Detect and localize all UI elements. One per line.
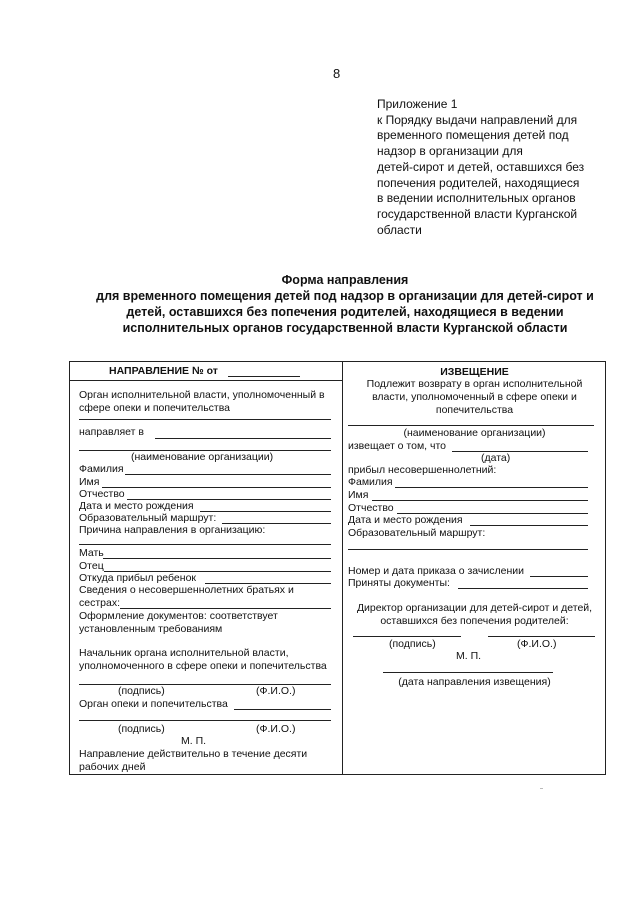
seal-mark: М. П.	[181, 735, 207, 747]
reason-line	[79, 544, 331, 545]
father-label: Отец	[79, 560, 104, 572]
head-label: Начальник органа исполнительной власти,	[79, 647, 289, 659]
birth-label: Дата и место рождения	[79, 500, 194, 512]
notice-date-caption: (дата направления извещения)	[398, 676, 551, 688]
birth-line	[200, 511, 331, 512]
appendix-line: к Порядку выдачи направлений для	[377, 112, 578, 127]
appendix-line: надзор в организации для	[377, 144, 523, 159]
form-title	[60, 272, 630, 336]
sends-to-label: направляет в	[79, 426, 144, 438]
reason-label: Причина направления в организацию:	[79, 524, 266, 536]
fio-caption: (Ф.И.О.)	[256, 685, 296, 697]
notice-date-line	[383, 672, 553, 673]
docs-label: Оформление документов: соответствует	[79, 610, 278, 622]
edu-route-line	[348, 549, 588, 550]
authority-line: сфере опеки и попечительства	[79, 402, 231, 414]
surname-line	[125, 474, 331, 475]
authority-fill-line	[79, 419, 331, 420]
siblings-label: Сведения о несовершеннолетних братьях и	[79, 584, 294, 596]
org-name-caption: (наименование организации)	[131, 451, 274, 463]
name-label: Имя	[79, 476, 100, 488]
appendix-line: государственной власти Курганской	[377, 206, 578, 221]
notifies-label: извещает о том, что	[348, 440, 447, 452]
docs-label: установленным требованиям	[79, 623, 223, 635]
seal-mark: М. П.	[456, 650, 482, 662]
sign-caption: (подпись)	[389, 638, 436, 650]
fio-caption: (Ф.И.О.)	[256, 723, 296, 735]
notice-heading: ИЗВЕЩЕНИЕ	[440, 366, 509, 378]
siblings-line	[120, 608, 331, 609]
title-line: детей, оставшихся без попечения родителей, находящиеся в ведении	[126, 305, 564, 319]
name-label: Имя	[348, 489, 369, 501]
edu-route-label: Образовательный маршрут:	[79, 512, 217, 524]
director-label: Директор организации для детей-сирот и детей,	[356, 602, 593, 614]
title-line: исполнительных органов государственной власти Курганской области	[122, 321, 568, 335]
head-label: уполномоченного в сфере опеки и попечительства	[79, 660, 327, 672]
arrived-from-label: Откуда прибыл ребенок	[79, 572, 196, 584]
date-caption: (дата)	[481, 452, 511, 464]
director-sign-line	[353, 636, 461, 637]
surname-label: Фамилия	[348, 476, 393, 488]
appendix-line: временного помещения детей под	[377, 128, 569, 143]
org-name-caption: (наименование организации)	[403, 427, 546, 439]
sends-to-line	[155, 438, 331, 439]
appendix-line: попечения родителей, находящиеся	[377, 175, 580, 190]
notice-subject: Подлежит возврату в орган исполнительной	[366, 378, 583, 390]
sign-caption: (подпись)	[118, 723, 165, 735]
edu-route-label: Образовательный маршрут:	[348, 527, 486, 539]
org-name-line	[348, 425, 594, 426]
birth-label: Дата и место рождения	[348, 514, 463, 526]
title-line: для временного помещения детей под надзор в организации для детей-сирот и	[96, 289, 594, 303]
name-line	[102, 487, 331, 488]
director-fio-line	[488, 636, 595, 637]
mother-label: Мать	[79, 547, 104, 559]
mother-line	[103, 558, 331, 559]
referral-number-line	[228, 376, 300, 377]
guardianship-label: Орган опеки и попечительства	[79, 698, 228, 710]
appendix-line: детей-сирот и детей, оставшихся без	[377, 159, 585, 174]
validity-note: рабочих дней	[79, 761, 146, 773]
surname-line	[395, 487, 588, 488]
docs-received-label: Приняты документы:	[348, 577, 450, 589]
surname-label: Фамилия	[79, 463, 124, 475]
fio-caption: (Ф.И.О.)	[517, 638, 557, 650]
order-label: Номер и дата приказа о зачислении	[348, 565, 524, 577]
appendix-line: Приложение 1	[377, 97, 458, 111]
sign-caption: (подпись)	[118, 685, 165, 697]
notifies-line	[452, 451, 588, 452]
validity-note: Направление действительно в течение десяти	[79, 748, 308, 760]
page-number: 8	[333, 66, 341, 81]
director-label: оставшихся без попечения родителей:	[380, 615, 569, 627]
column-divider	[342, 361, 343, 775]
birth-line	[470, 525, 588, 526]
appendix-line: в ведении исполнительных органов	[377, 191, 576, 206]
notice-subject: попечительства	[435, 404, 514, 416]
arrived-label: прибыл несовершеннолетний:	[348, 464, 497, 476]
patronymic-label: Отчество	[348, 502, 394, 514]
scan-speck	[540, 788, 543, 789]
referral-heading: НАПРАВЛЕНИЕ № от	[109, 365, 218, 377]
appendix-line: области	[377, 222, 422, 237]
appendix-note	[377, 97, 609, 238]
form-table	[69, 361, 606, 775]
notice-subject: власти, уполномоченный в сфере опеки и	[372, 391, 577, 403]
authority-line: Орган исполнительной власти, уполномоченный в	[79, 389, 325, 401]
name-line	[372, 500, 588, 501]
siblings-label: сестрах:	[79, 597, 120, 609]
guardianship-line	[234, 709, 331, 710]
heading-separator	[69, 380, 342, 381]
patronymic-label: Отчество	[79, 488, 125, 500]
docs-received-line	[458, 588, 588, 589]
order-line	[530, 576, 588, 577]
guardianship-sign-line	[79, 720, 331, 721]
title-line: Форма направления	[281, 273, 409, 287]
